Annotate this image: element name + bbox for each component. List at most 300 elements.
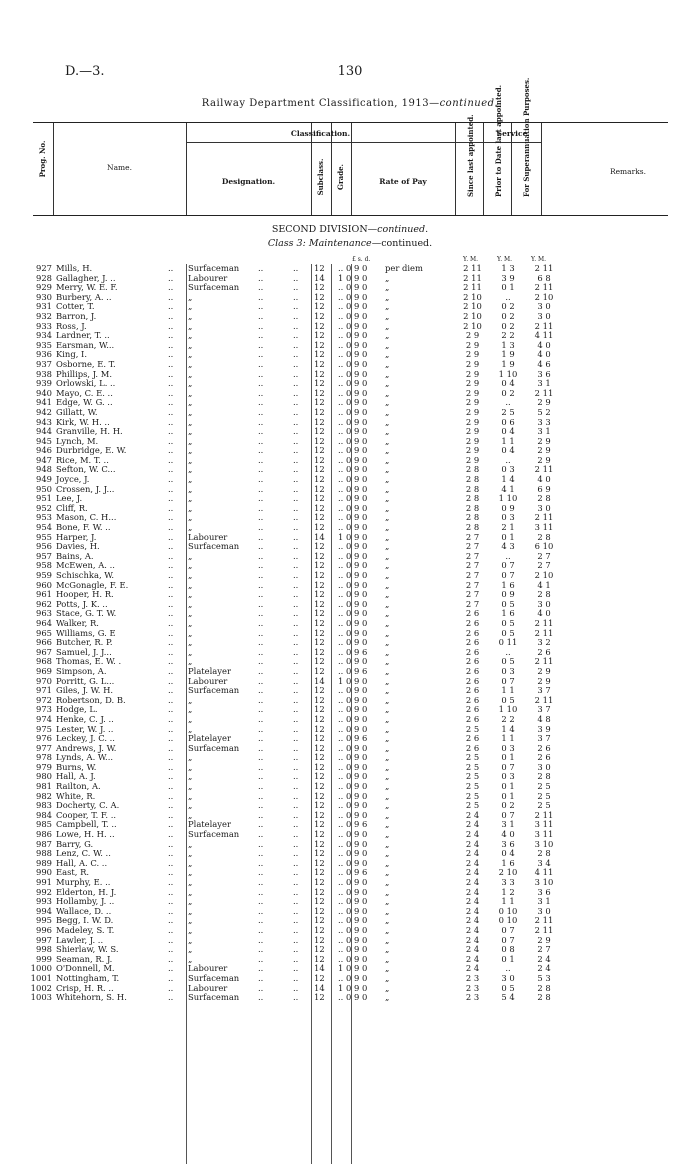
grade-cell: .. xyxy=(338,397,344,408)
leader-dots: .. xyxy=(293,339,299,350)
leader-dots: .. xyxy=(258,464,264,475)
prior-cell: 0 4 xyxy=(501,426,515,437)
prior-cell: 0 3 xyxy=(501,464,515,475)
superannuation-cell: 2 11 xyxy=(534,263,554,273)
subclass-cell: 12 xyxy=(314,733,325,744)
leader-dots: .. xyxy=(168,493,174,504)
subclass-cell: 12 xyxy=(314,464,325,475)
name-cell: Schischka, W. xyxy=(56,570,115,580)
designation-cell: „ xyxy=(188,598,193,609)
prog-no-cell: 987 xyxy=(36,838,52,849)
designation-cell: „ xyxy=(188,617,193,628)
prior-cell: 3 6 xyxy=(501,838,515,849)
rate-unit-cell: „ xyxy=(385,464,390,475)
designation-cell: Surfaceman xyxy=(188,742,240,753)
leader-dots: .. xyxy=(168,320,174,331)
name-cell: White, R. xyxy=(56,790,96,801)
prior-cell: 4 0 xyxy=(501,829,515,840)
leader-dots: .. xyxy=(258,579,264,590)
rate-cell: 0 9 0 xyxy=(346,905,368,916)
rate-cell: 0 9 0 xyxy=(346,848,368,859)
rate-cell: 0 9 0 xyxy=(346,406,368,417)
prior-cell: 0 4 xyxy=(501,378,515,389)
rate-cell: 0 9 0 xyxy=(346,454,368,465)
rate-unit-cell: „ xyxy=(385,378,390,389)
leader-dots: .. xyxy=(293,675,299,686)
superannuation-cell: 2 9 xyxy=(537,934,551,945)
designation-cell: Labourer xyxy=(188,531,228,542)
rate-unit-cell: „ xyxy=(385,291,390,302)
leader-dots: .. xyxy=(168,665,174,676)
leader-dots: .. xyxy=(258,819,264,830)
subclass-cell: 12 xyxy=(314,301,325,312)
rate-unit-cell: „ xyxy=(385,915,390,926)
leader-dots: .. xyxy=(258,992,264,1003)
leader-dots: .. xyxy=(258,358,264,369)
subclass-cell: 12 xyxy=(314,809,325,820)
name-cell: Butcher, R. P. xyxy=(56,637,113,648)
subclass-cell: 12 xyxy=(314,790,325,801)
grade-cell: .. xyxy=(338,867,344,878)
prior-cell: 2 2 xyxy=(501,713,515,724)
prog-no-cell: 1000 xyxy=(30,963,52,974)
designation-cell: „ xyxy=(188,368,193,379)
since-last-cell: 2 11 xyxy=(463,272,482,283)
prog-no-cell: 999 xyxy=(36,953,52,964)
leader-dots: .. xyxy=(258,656,264,667)
prior-cell: 0 4 xyxy=(501,848,515,859)
subclass-cell: 12 xyxy=(314,905,325,916)
rate-unit-cell: „ xyxy=(385,742,390,753)
name-cell: Railton, A. xyxy=(56,781,101,792)
prior-cell: 2 1 xyxy=(501,522,515,533)
superannuation-cell: 2 8 xyxy=(537,531,551,542)
since-last-cell: 2 6 xyxy=(465,627,480,638)
leader-dots: .. xyxy=(258,637,264,648)
prog-no-cell: 937 xyxy=(36,358,52,369)
designation-cell: „ xyxy=(188,953,193,964)
designation-cell: „ xyxy=(188,435,193,446)
prior-cell: 3 1 xyxy=(501,819,515,830)
leader-dots: .. xyxy=(168,522,174,533)
ym-units: Y. M. xyxy=(531,256,547,263)
grade-cell: .. xyxy=(338,368,344,379)
prog-no-cell: 990 xyxy=(36,867,52,878)
leader-dots: .. xyxy=(168,397,174,408)
rate-unit-cell: „ xyxy=(385,502,390,513)
rate-cell: 0 9 0 xyxy=(346,829,368,840)
name-cell: Earsman, W... xyxy=(56,339,115,350)
prior-cell: 0 3 xyxy=(501,742,515,753)
leader-dots: .. xyxy=(293,617,299,628)
superannuation-cell: 2 8 xyxy=(537,848,551,859)
rate-unit-cell: „ xyxy=(385,809,390,820)
subclass-cell: 12 xyxy=(314,291,325,302)
subclass-cell: 12 xyxy=(314,502,325,513)
leader-dots: .. xyxy=(293,819,299,830)
designation-cell: „ xyxy=(188,502,193,513)
name-cell: Burns, W. xyxy=(56,761,97,772)
superannuation-cell: 2 7 xyxy=(537,944,551,955)
leader-dots: .. xyxy=(168,502,174,513)
superannuation-cell: 3 0 xyxy=(537,598,551,609)
prior-cell: 1 6 xyxy=(501,857,515,868)
leader-dots: .. xyxy=(258,867,264,878)
rate-cell: 0 9 0 xyxy=(346,704,368,715)
name-cell: Barron, J. xyxy=(56,310,97,321)
rate-unit-cell: „ xyxy=(385,646,390,657)
superannuation-cell: 2 8 xyxy=(537,589,551,600)
grade-cell: .. xyxy=(338,627,344,638)
title-continued: continued. xyxy=(439,98,499,109)
prior-cell: 0 3 xyxy=(501,512,515,523)
leader-dots: .. xyxy=(168,915,174,926)
prior-cell: .. xyxy=(505,646,511,657)
subclass-cell: 12 xyxy=(314,608,325,619)
since-last-cell: 2 9 xyxy=(465,387,480,398)
leader-dots: .. xyxy=(293,742,299,753)
designation-cell: „ xyxy=(188,723,193,734)
grade-cell: .. xyxy=(338,877,344,887)
table-row xyxy=(0,993,700,1003)
leader-dots: .. xyxy=(258,493,264,504)
leader-dots: .. xyxy=(258,541,264,552)
leader-dots: .. xyxy=(168,627,174,638)
grade-cell: .. xyxy=(338,752,344,763)
prior-cell: 1 9 xyxy=(501,349,515,360)
rate-cell: 0 9 0 xyxy=(346,742,368,753)
leader-dots: .. xyxy=(258,310,264,321)
designation-cell: „ xyxy=(188,915,193,926)
header-service: Service xyxy=(496,129,528,138)
name-cell: Lynch, M. xyxy=(56,435,99,446)
designation-cell: Labourer xyxy=(188,982,228,993)
rate-unit-cell: „ xyxy=(385,282,390,293)
leader-dots: .. xyxy=(258,704,264,715)
prog-no-cell: 957 xyxy=(36,550,52,561)
prior-cell: 0 2 xyxy=(501,310,515,321)
page-title xyxy=(0,98,700,109)
name-cell: Edge, W. G. .. xyxy=(56,397,113,408)
superannuation-cell: 6 9 xyxy=(537,483,551,494)
subclass-cell: 14 xyxy=(314,272,325,283)
subclass-cell: 14 xyxy=(314,675,325,686)
leader-dots: .. xyxy=(293,877,299,887)
grade-cell: .. xyxy=(338,512,344,523)
since-last-cell: 2 9 xyxy=(465,454,480,465)
prog-no-cell: 949 xyxy=(36,474,52,485)
leader-dots: .. xyxy=(168,272,174,283)
leader-dots: .. xyxy=(293,637,299,648)
superannuation-cell: 3 1 xyxy=(537,426,551,437)
table-body xyxy=(0,264,700,1003)
superannuation-cell: 2 11 xyxy=(534,694,554,705)
name-cell: Hall, A. C. .. xyxy=(56,857,108,868)
leader-dots: .. xyxy=(258,339,264,350)
subclass-cell: 12 xyxy=(314,579,325,590)
name-cell: Giles, J. W. H. xyxy=(56,685,114,696)
leader-dots: .. xyxy=(168,924,174,935)
grade-cell: .. xyxy=(338,838,344,849)
subclass-cell: 12 xyxy=(314,857,325,868)
rate-unit-cell: „ xyxy=(385,656,390,667)
leader-dots: .. xyxy=(293,598,299,609)
header-designation: Designation. xyxy=(221,177,276,186)
superannuation-cell: 2 11 xyxy=(534,387,554,398)
name-cell: Cotter, T. xyxy=(56,301,95,312)
prog-no-cell: 992 xyxy=(36,886,52,897)
subclass-cell: 12 xyxy=(314,924,325,935)
leader-dots: .. xyxy=(258,924,264,935)
superannuation-cell: 2 6 xyxy=(537,752,551,763)
rate-cell: 0 9 0 xyxy=(346,387,368,398)
rate-cell: 0 9 0 xyxy=(346,397,368,408)
grade-cell: .. xyxy=(338,589,344,600)
prog-no-cell: 961 xyxy=(36,589,52,600)
rate-unit-cell: „ xyxy=(385,608,390,619)
designation-cell: „ xyxy=(188,694,193,705)
leader-dots: .. xyxy=(168,713,174,724)
name-cell: Walker, R. xyxy=(56,617,99,628)
leader-dots: .. xyxy=(258,483,264,494)
subclass-cell: 12 xyxy=(314,512,325,523)
prog-no-cell: 998 xyxy=(36,944,52,955)
prior-cell: .. xyxy=(505,454,511,465)
grade-cell: .. xyxy=(338,761,344,772)
rate-unit-cell: „ xyxy=(385,924,390,935)
prog-no-cell: 964 xyxy=(36,617,52,628)
leader-dots: .. xyxy=(258,320,264,331)
since-last-cell: 2 9 xyxy=(465,416,480,427)
leader-dots: .. xyxy=(258,646,264,657)
grade-cell: .. xyxy=(338,579,344,590)
leader-dots: .. xyxy=(168,378,174,389)
subclass-cell: 12 xyxy=(314,838,325,849)
since-last-cell: 2 6 xyxy=(465,646,480,657)
subclass-cell: 12 xyxy=(314,742,325,753)
name-cell: McEwen, A. .. xyxy=(56,560,115,571)
rate-cell: 0 9 0 xyxy=(346,445,368,456)
name-cell: Merry, W. E. F. xyxy=(56,282,118,293)
designation-cell: „ xyxy=(188,790,193,801)
subclass-cell: 12 xyxy=(314,416,325,427)
rate-unit-cell: „ xyxy=(385,358,390,369)
superannuation-cell: 4 0 xyxy=(537,349,551,360)
designation-cell: „ xyxy=(188,493,193,504)
leader-dots: .. xyxy=(168,310,174,321)
leader-dots: .. xyxy=(168,368,174,379)
grade-cell: .. xyxy=(338,474,344,485)
leader-dots: .. xyxy=(168,589,174,600)
leader-dots: .. xyxy=(168,896,174,907)
prior-cell: 0 7 xyxy=(501,809,515,820)
prog-no-cell: 984 xyxy=(36,809,52,820)
superannuation-cell: 4 11 xyxy=(534,330,554,341)
rate-unit-cell: „ xyxy=(385,550,390,561)
name-cell: Seaman, R. J. xyxy=(56,953,113,964)
grade-cell: .. xyxy=(338,617,344,628)
name-cell: Henke, C. J. .. xyxy=(56,713,114,724)
header-name: Name. xyxy=(107,163,132,172)
title-main: Railway Department Classification, 1913— xyxy=(201,98,440,109)
designation-cell: Labourer xyxy=(188,675,228,686)
leader-dots: .. xyxy=(168,867,174,878)
prior-cell: 0 2 xyxy=(501,800,515,811)
leader-dots: .. xyxy=(293,848,299,859)
subclass-cell: 12 xyxy=(314,282,325,293)
leader-dots: .. xyxy=(293,397,299,408)
leader-dots: .. xyxy=(293,368,299,379)
class-label: Class 3: xyxy=(267,238,306,249)
since-last-cell: 2 3 xyxy=(465,992,480,1003)
since-last-cell: 2 5 xyxy=(465,790,480,801)
subclass-cell: 12 xyxy=(314,560,325,571)
leader-dots: .. xyxy=(258,838,264,849)
name-cell: Joyce, J. xyxy=(56,474,90,485)
rate-cell: 0 9 0 xyxy=(346,339,368,350)
grade-cell: .. xyxy=(338,848,344,859)
leader-dots: .. xyxy=(293,512,299,523)
prog-no-cell: 954 xyxy=(36,522,52,533)
prog-no-cell: 977 xyxy=(36,742,52,753)
leader-dots: .. xyxy=(168,608,174,619)
since-last-cell: 2 7 xyxy=(465,550,480,561)
since-last-cell: 2 3 xyxy=(465,982,480,993)
superannuation-cell: 4 11 xyxy=(534,867,554,878)
designation-cell: „ xyxy=(188,310,193,321)
superannuation-cell: 3 6 xyxy=(537,368,551,379)
leader-dots: .. xyxy=(293,809,299,820)
leader-dots: .. xyxy=(293,752,299,763)
leader-dots: .. xyxy=(293,272,299,283)
leader-dots: .. xyxy=(293,733,299,744)
superannuation-cell: 2 11 xyxy=(534,282,554,293)
subclass-cell: 12 xyxy=(314,829,325,840)
designation-cell: „ xyxy=(188,426,193,437)
since-last-cell: 2 7 xyxy=(465,541,480,552)
prog-no-cell: 942 xyxy=(36,406,52,417)
prog-no-cell: 950 xyxy=(36,483,52,494)
leader-dots: .. xyxy=(258,397,264,408)
superannuation-cell: 3 0 xyxy=(537,310,551,321)
designation-cell: „ xyxy=(188,339,193,350)
superannuation-cell: 2 11 xyxy=(534,924,554,935)
prior-cell: 3 0 xyxy=(501,972,515,983)
rate-unit-cell: „ xyxy=(385,771,390,782)
prior-cell: 0 1 xyxy=(501,752,515,763)
rate-unit-cell: „ xyxy=(385,867,390,878)
prog-no-cell: 976 xyxy=(36,733,52,744)
prior-cell: 0 3 xyxy=(501,665,515,676)
superannuation-cell: 2 11 xyxy=(534,320,554,331)
leader-dots: .. xyxy=(258,598,264,609)
since-last-cell: 2 4 xyxy=(465,886,480,897)
rate-cell: 0 9 0 xyxy=(346,493,368,504)
leader-dots: .. xyxy=(293,349,299,360)
designation-cell: „ xyxy=(188,483,193,494)
leader-dots: .. xyxy=(168,263,174,273)
name-cell: Hooper, H. R. xyxy=(56,589,114,600)
name-cell: Cooper, T. F. .. xyxy=(56,809,117,820)
leader-dots: .. xyxy=(293,608,299,619)
rate-cell: 0 9 0 xyxy=(346,368,368,379)
prog-no-cell: 1002 xyxy=(30,982,52,993)
rate-cell: 0 9 0 xyxy=(346,378,368,389)
superannuation-cell: 3 7 xyxy=(537,685,551,696)
name-cell: Porritt, G. L... xyxy=(56,675,115,686)
rate-cell: 0 9 0 xyxy=(346,924,368,935)
name-cell: Hollamby, J. .. xyxy=(56,896,115,907)
rate-unit-cell: „ xyxy=(385,339,390,350)
leader-dots: .. xyxy=(258,272,264,283)
since-last-cell: 2 8 xyxy=(465,502,480,513)
leader-dots: .. xyxy=(258,426,264,437)
since-last-cell: 2 4 xyxy=(465,896,480,907)
prior-cell: 0 1 xyxy=(501,282,515,293)
prog-no-cell: 979 xyxy=(36,761,52,772)
designation-cell: „ xyxy=(188,416,193,427)
since-last-cell: 2 5 xyxy=(465,781,480,792)
rate-unit-cell: „ xyxy=(385,944,390,955)
rate-cell: 0 9 0 xyxy=(346,857,368,868)
name-cell: Elderton, H. J. xyxy=(56,886,117,897)
designation-cell: Surfaceman xyxy=(188,685,240,696)
prior-cell: .. xyxy=(505,550,511,561)
leader-dots: .. xyxy=(293,944,299,955)
leader-dots: .. xyxy=(258,761,264,772)
designation-cell: „ xyxy=(188,378,193,389)
prior-cell: 0 1 xyxy=(501,531,515,542)
designation-cell: „ xyxy=(188,771,193,782)
leader-dots: .. xyxy=(258,665,264,676)
rate-cell: 0 9 0 xyxy=(346,992,368,1003)
rate-unit-cell: „ xyxy=(385,310,390,321)
leader-dots: .. xyxy=(293,886,299,897)
leader-dots: .. xyxy=(168,992,174,1003)
rate-unit-cell: „ xyxy=(385,972,390,983)
subclass-cell: 12 xyxy=(314,310,325,321)
rate-cell: 0 9 0 xyxy=(346,915,368,926)
since-last-cell: 2 7 xyxy=(465,598,480,609)
leader-dots: .. xyxy=(168,474,174,485)
prog-no-cell: 974 xyxy=(36,713,52,724)
leader-dots: .. xyxy=(168,541,174,552)
since-last-cell: 2 9 xyxy=(465,330,480,341)
designation-cell: „ xyxy=(188,848,193,859)
superannuation-cell: 2 7 xyxy=(537,550,551,561)
since-last-cell: 2 6 xyxy=(465,733,480,744)
grade-cell: .. xyxy=(338,809,344,820)
since-last-cell: 2 4 xyxy=(465,944,480,955)
leader-dots: .. xyxy=(293,550,299,561)
grade-cell: 1 xyxy=(338,963,344,974)
prog-no-cell: 931 xyxy=(36,301,52,312)
leader-dots: .. xyxy=(258,723,264,734)
leader-dots: .. xyxy=(168,886,174,897)
grade-cell: .. xyxy=(338,896,344,907)
leader-dots: .. xyxy=(293,915,299,926)
grade-cell: .. xyxy=(338,944,344,955)
prior-cell: 0 5 xyxy=(501,982,515,993)
since-last-cell: 2 10 xyxy=(463,320,482,331)
since-last-cell: 2 9 xyxy=(465,426,480,437)
superannuation-cell: 2 9 xyxy=(537,435,551,446)
header-prior-to-date: Prior to Date last appointed. xyxy=(494,84,503,197)
superannuation-cell: 4 8 xyxy=(537,713,551,724)
rate-unit-cell: „ xyxy=(385,675,390,686)
prior-cell: 0 1 xyxy=(501,790,515,801)
rate-cell: 0 9 0 xyxy=(346,944,368,955)
